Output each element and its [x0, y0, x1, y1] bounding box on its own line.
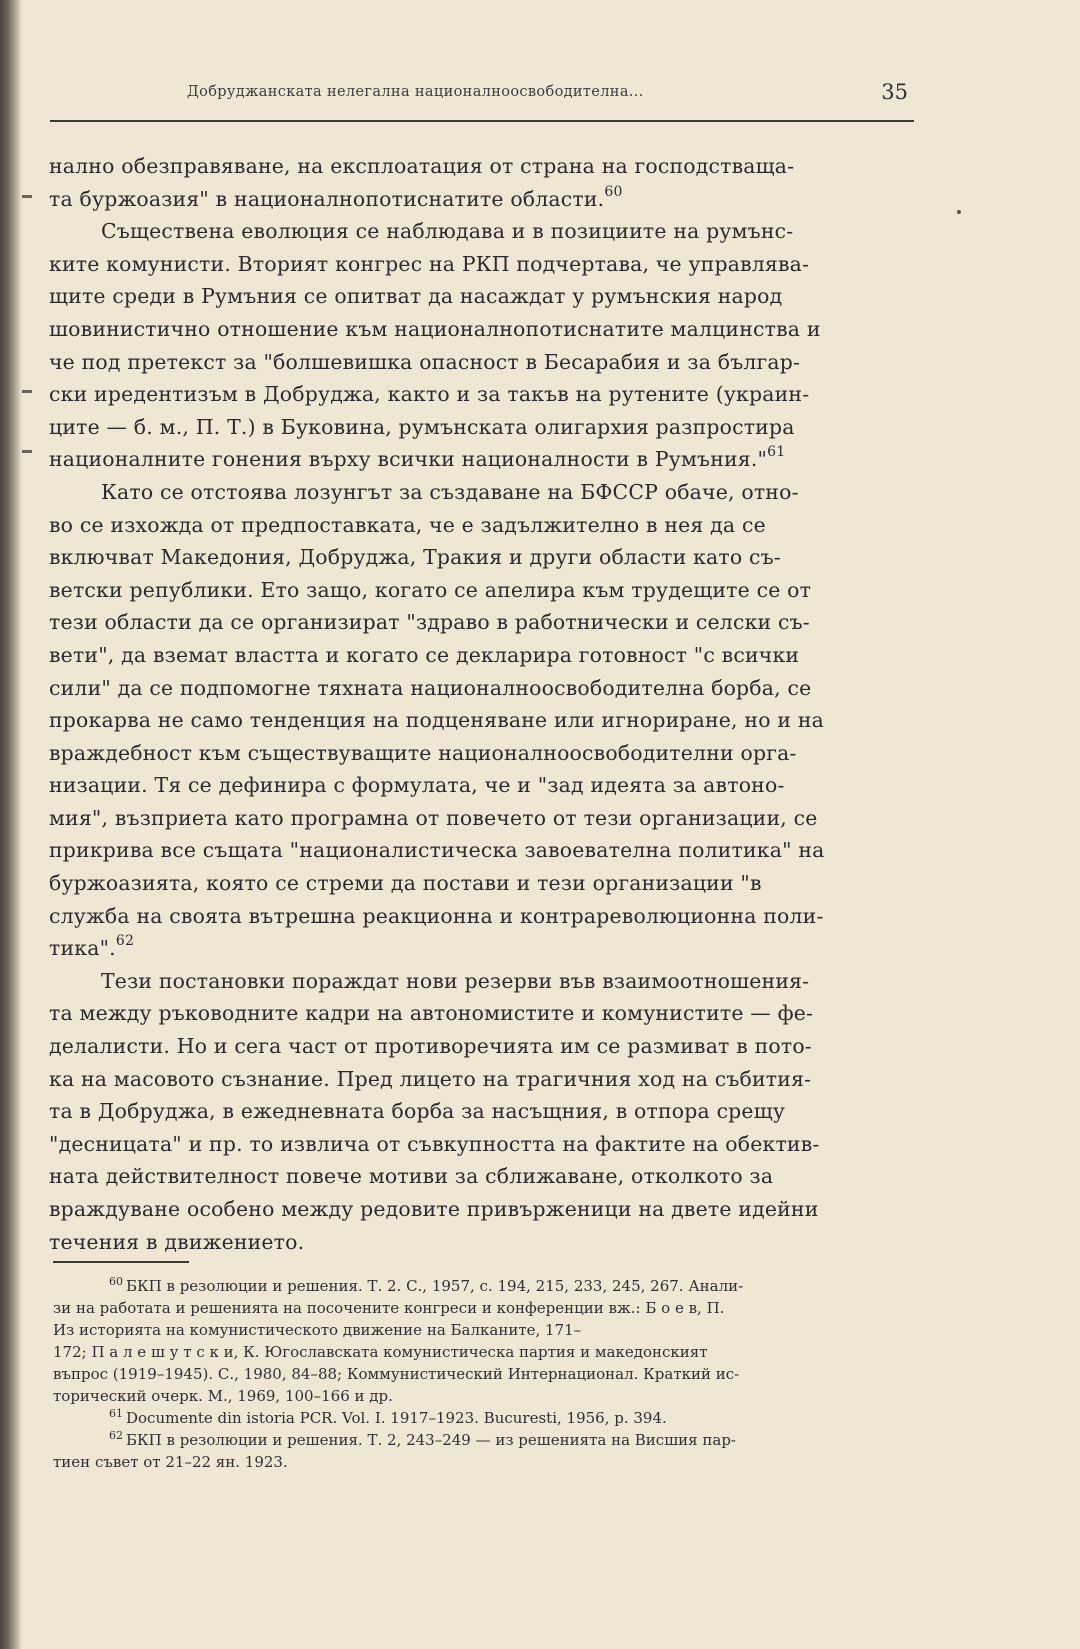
footnote-number: 62 [109, 1429, 123, 1442]
footnote-line: $^{60}$ БКП в резолюции и решения. Т. 2. С., 1957, с. 194, 215, 233, 245, 267. Анали- [109, 1275, 744, 1295]
text-line: "десницата" и пр. то извлича от съвкупността на фактите на обектив- [49, 1131, 820, 1156]
text-line: че под претекст за "болшевишка опасност в Бесарабия и за българ- [49, 349, 801, 374]
footnote-ref: 62 [115, 933, 135, 950]
text-line: мия", възприета като програмна от повечето от тези организации, се [49, 805, 818, 830]
book-binding-edge [0, 0, 22, 1649]
text-line: шовинистично отношение към националнопотиснатите малцинства и [49, 316, 821, 341]
page-number: 35 [881, 80, 908, 104]
text-line: та буржоазия" в националнопотиснатите области.$^{60}$ [49, 183, 623, 211]
footnote-line: тиен съвет от 21–22 ян. 1923. [53, 1453, 288, 1471]
text-line: ките комунисти. Вторият конгрес на РКП подчертава, че управлява- [49, 251, 810, 276]
text-line: ка на масовото съзнание. Пред лицето на трагичния ход на събития- [49, 1066, 812, 1091]
text-line: включват Македония, Добруджа, Тракия и други области като съ- [49, 545, 781, 570]
footnotes [53, 1275, 933, 1473]
text-line: прикрива все същата "националистическа завоевателна политика" на [49, 838, 825, 863]
footnote-separator [53, 1261, 189, 1263]
text-line: делалисти. Но и сега част от противоречията им се размиват в пото- [49, 1034, 812, 1059]
binding-mark [22, 195, 32, 198]
text-line: низации. Тя се дефинира с формулата, че и "зад идеята за автоно- [49, 773, 785, 798]
footnote-line: 172; П а л е ш у т с к и, К. Югославската комунистическа партия и македонският [53, 1343, 708, 1361]
footnote-number: 60 [109, 1275, 123, 1288]
text-line: ски иредентизъм в Добруджа, както и за такъв на рутените (украин- [49, 382, 810, 407]
text-line: прокарва не само тенденция на подценяване или игнориране, но и на [49, 708, 824, 733]
footnote-line: $^{62}$ БКП в резолюции и решения. Т. 2, 243–249 — из решенията на Висшия пар- [109, 1429, 736, 1449]
text-line: служба на своята вътрешна реакционна и контрареволюционна поли- [49, 903, 824, 928]
text-line: буржоазията, която се стреми да постави и тези организации "в [49, 871, 762, 896]
footnote-line: въпрос (1919–1945). С., 1980, 84–88; Коммунистический Интернационал. Краткий ис- [53, 1365, 740, 1383]
text-line: течения в движението. [49, 1229, 305, 1254]
footnote-line: зи на работата и решенията на посочените конгреси и конференции вж.: Б о е в, П. [53, 1299, 725, 1317]
text-line: враждуване особено между редовите привърженици на двете идейни [49, 1197, 819, 1221]
text-line: та между ръководните кадри на автономистите и комунистите — фе- [49, 1001, 814, 1026]
text-line: вети", да вземат властта и когато се декларира готовност "с всички [49, 642, 800, 667]
binding-mark [22, 390, 32, 393]
text-line: во се изхожда от предпоставката, че е задължително в нея да се [49, 512, 766, 537]
text-line: тика".$^{62}$ [49, 933, 135, 961]
text-line: Като се отстоява лозунгът за създаване на БФССР обаче, отно- [101, 479, 799, 504]
text-line: щите среди в Румъния се опитват да насаждат у румънския народ [49, 284, 783, 309]
footnote-line: торический очерк. М., 1969, 100–166 и др. [53, 1387, 393, 1405]
text-line: та в Добруджа, в ежедневната борба за насъщния, в отпора срещу [49, 1099, 786, 1124]
footnote-line: $^{61}$ Documente din istoria PCR. Vol. I. 1917–1923. Bucuresti, 1956, p. 394. [109, 1407, 667, 1427]
main-text [49, 150, 923, 1258]
page-header [50, 80, 914, 122]
text-line: ците — б. м., П. Т.) в Буковина, румънската олигархия разпростира [49, 414, 795, 439]
text-line: Тези постановки пораждат нови резерви във взаимоотношения- [101, 968, 810, 993]
text-line: враждебност към съществуващите националноосвободителни орга- [49, 740, 797, 765]
binding-mark [22, 450, 32, 453]
text-line: националните гонения върху всички националности в Румъния."$^{61}$ [49, 444, 786, 472]
text-line: ната действителност повече мотиви за сближаване, отколкото за [49, 1164, 774, 1189]
text-line: тези области да се организират "здраво в работнически и селски съ- [49, 610, 810, 635]
text-line: нално обезправяване, на експлоатация от страна на господстваща- [49, 154, 795, 178]
footnote-number: 61 [109, 1407, 123, 1420]
text-line: Съществена еволюция се наблюдава и в позициите на румънс- [101, 219, 794, 244]
text-line: сили" да се подпомогне тяхната националноосвободителна борба, се [49, 675, 812, 700]
text-line: ветски републики. Ето защо, когато се апелира към трудещите се от [49, 577, 812, 602]
footnote-ref: 61 [767, 444, 786, 461]
footnote-ref: 60 [604, 183, 623, 200]
footnote-line: Из историята на комунистическото движение на Балканите, 171– [53, 1321, 582, 1339]
running-title: Добруджанската нелегална националноосвободителна... [187, 84, 644, 100]
scan-speck [957, 210, 961, 214]
